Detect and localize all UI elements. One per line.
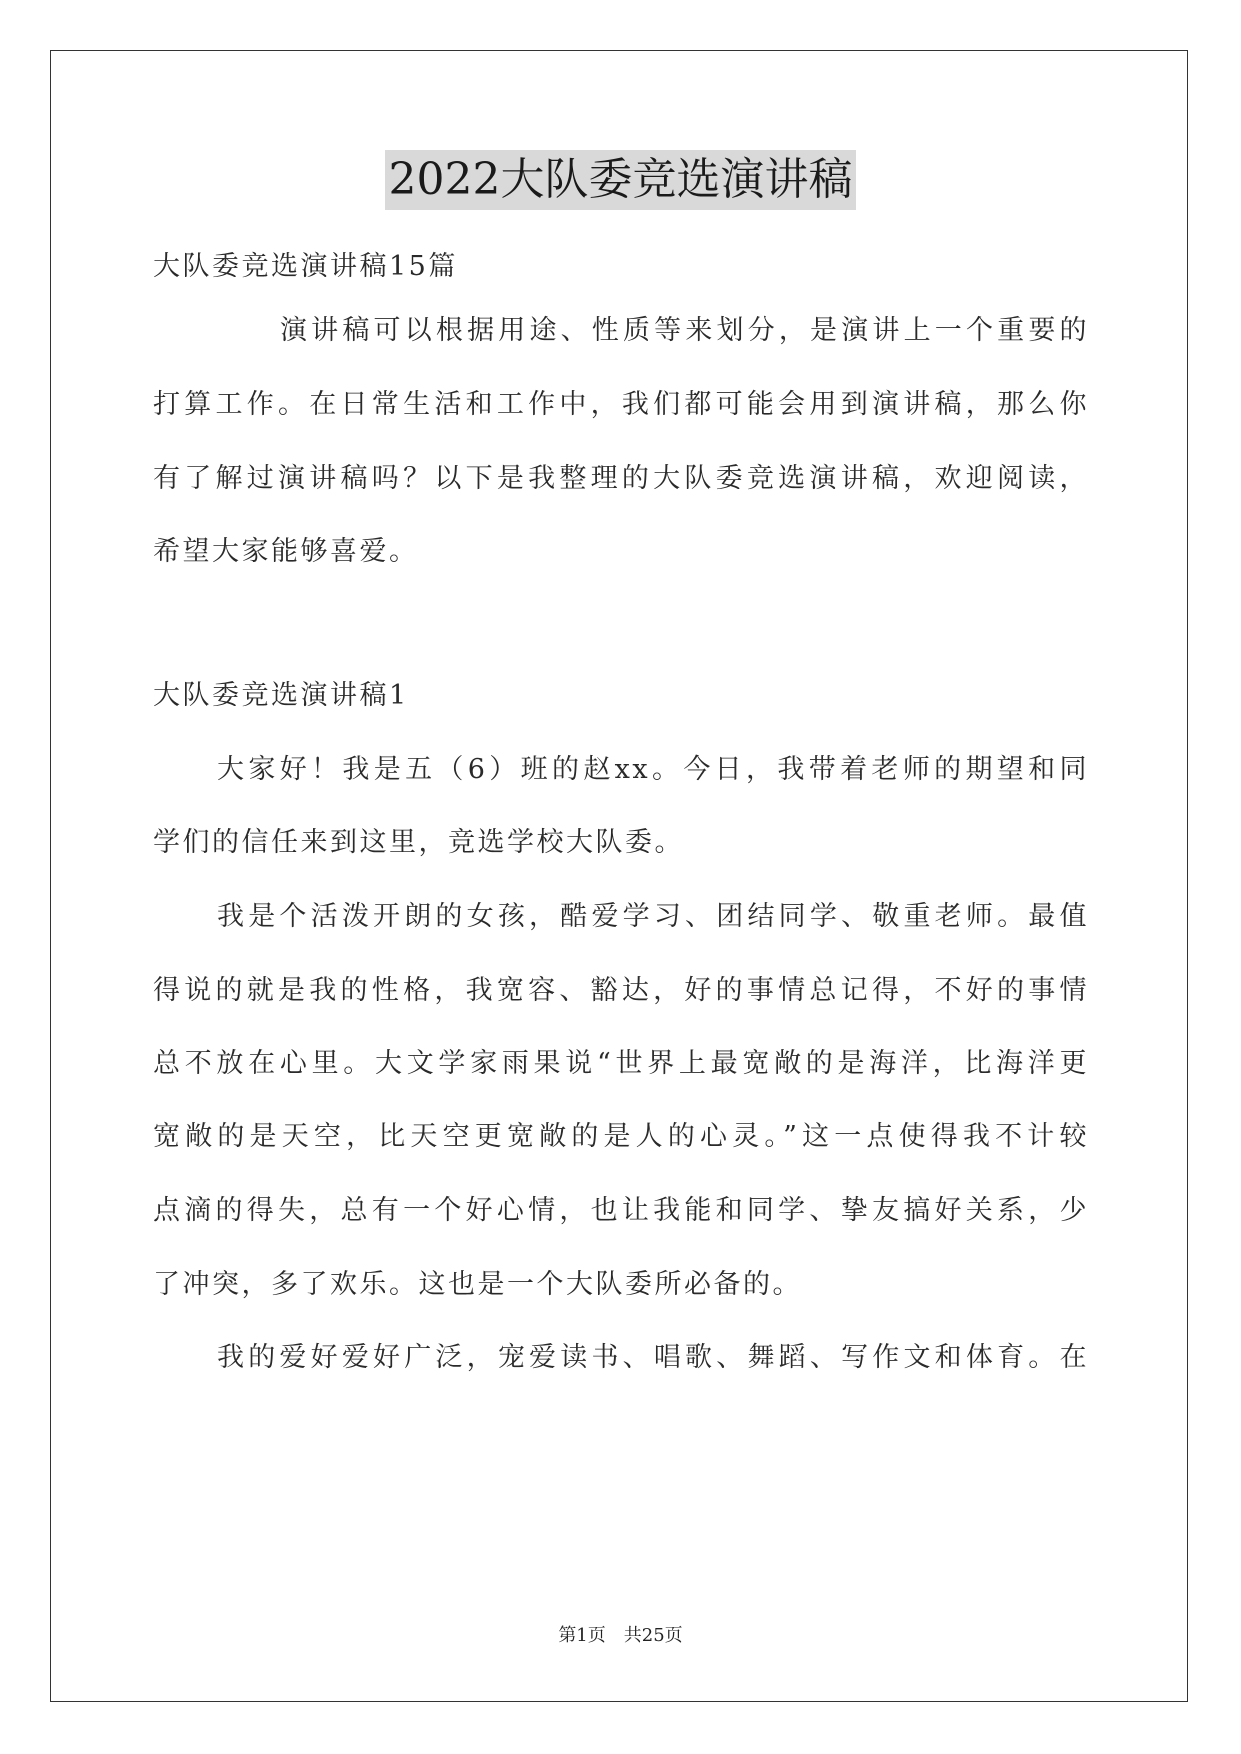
p2-line-5: 点滴的得失，总有一个好心情，也让我能和同学、挚友搞好关系，少 — [153, 1195, 1089, 1226]
intro-line-3: 有了解过演讲稿吗？以下是我整理的大队委竞选演讲稿，欢迎阅读， — [153, 463, 1089, 494]
page-number: 第1页 共25页 — [558, 1625, 683, 1646]
p3-line-1: 我的爱好爱好广泛，宠爱读书、唱歌、舞蹈、写作文和体育。在 — [217, 1342, 1089, 1373]
intro-line-2: 打算工作。在日常生活和工作中，我们都可能会用到演讲稿，那么你 — [153, 389, 1089, 420]
p2-line-2: 得说的就是我的性格，我宽容、豁达，好的事情总记得，不好的事情 — [153, 975, 1089, 1006]
document-title: 2022大队委竞选演讲稿 — [385, 150, 857, 210]
page-border — [50, 50, 1188, 1702]
p1-line-1: 大家好！我是五（6）班的赵xx。今日，我带着老师的期望和同 — [217, 754, 1089, 785]
p2-line-3: 总不放在心里。大文学家雨果说“世界上最宽敞的是海洋，比海洋更 — [153, 1048, 1089, 1079]
intro-line-4: 希望大家能够喜爱。 — [153, 536, 419, 567]
p2-line-1: 我是个活泼开朗的女孩，酷爱学习、团结同学、敬重老师。最值 — [217, 901, 1089, 932]
p2-line-6: 了冲突，多了欢乐。这也是一个大队委所必备的。 — [153, 1269, 802, 1300]
p2-line-4: 宽敞的是天空，比天空更宽敞的是人的心灵。”这一点使得我不计较 — [153, 1121, 1089, 1152]
p1-line-2: 学们的信任来到这里，竞选学校大队委。 — [153, 827, 684, 858]
intro-line-1: 演讲稿可以根据用途、性质等来划分，是演讲上一个重要的 — [280, 315, 1089, 346]
document-subtitle: 大队委竞选演讲稿15篇 — [153, 251, 458, 282]
title-container — [0, 150, 1241, 210]
section-heading: 大队委竞选演讲稿1 — [153, 680, 409, 711]
